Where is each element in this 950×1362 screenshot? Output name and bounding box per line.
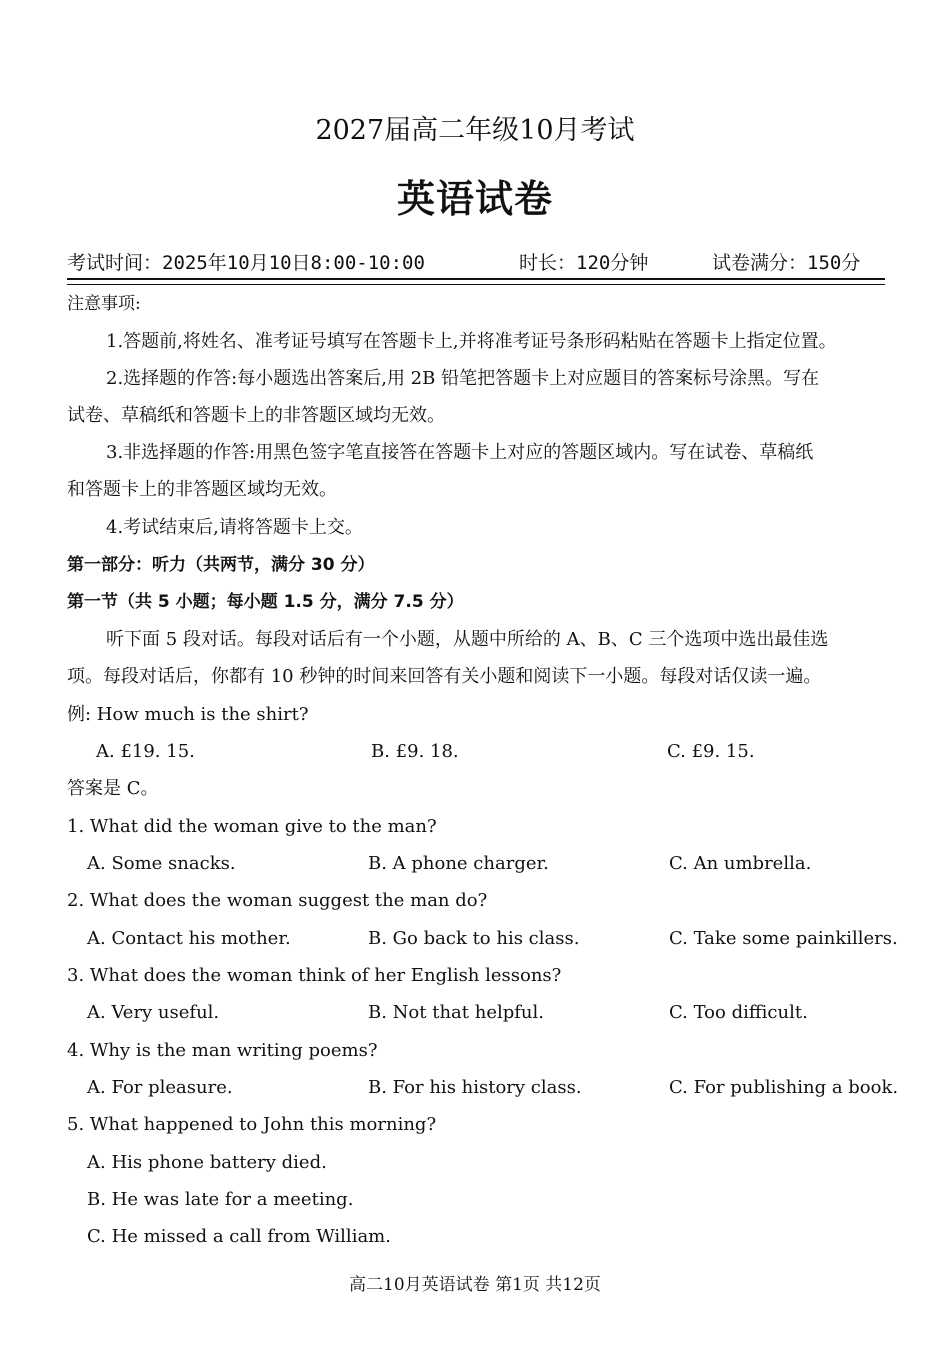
question-4: 4. Why is the man writing poems? [67, 1040, 378, 1061]
section1-heading: 第一节（共 5 小题；每小题 1.5 分，满分 7.5 分） [67, 592, 464, 612]
exam-info-bar [67, 246, 885, 276]
q3-option-a: A. Very useful. [87, 1002, 220, 1023]
note-item-3: 3.非选择题的作答:用黑色签字笔直接答在答题卡上对应的答题区域内。写在试卷、草稿纸 [106, 442, 814, 463]
q2-option-a: A. Contact his mother. [87, 928, 291, 949]
q5-option-a: A. His phone battery died. [87, 1152, 327, 1173]
part1-heading: 第一部分：听力（共两节，满分 30 分） [67, 555, 375, 575]
page-footer: 高二10月英语试卷 第1页 共12页 [349, 1275, 601, 1295]
example-option-c: C. £9. 15. [667, 741, 755, 762]
question-2: 2. What does the woman suggest the man do? [67, 890, 488, 911]
question-3: 3. What does the woman think of her English lessons? [67, 965, 562, 986]
q4-option-c: C. For publishing a book. [669, 1077, 899, 1098]
q3-option-b: B. Not that helpful. [368, 1002, 544, 1023]
question-1: 1. What did the woman give to the man? [67, 816, 437, 837]
exam-duration: 时长：120分钟 [519, 252, 649, 274]
q5-option-c: C. He missed a call from William. [87, 1226, 391, 1247]
note-item-3-cont: 和答题卡上的非答题区域均无效。 [67, 479, 337, 500]
notes-heading: 注意事项: [67, 294, 141, 314]
instructions-line-2: 项。每段对话后，你都有 10 秒钟的时间来回答有关小题和阅读下一小题。每段对话仅读一遍。 [67, 666, 822, 687]
q1-option-b: B. A phone charger. [368, 853, 549, 874]
note-item-2: 2.选择题的作答:每小题选出答案后,用 2B 铅笔把答题卡上对应题目的答案标号涂黑。写在 [106, 368, 820, 389]
subject-title: 英语试卷 [396, 177, 553, 221]
header-rule-thick [67, 278, 885, 280]
q4-option-a: A. For pleasure. [87, 1077, 233, 1098]
q3-option-c: C. Too difficult. [669, 1002, 808, 1023]
example-question: 例: How much is the shirt? [67, 704, 309, 725]
q1-option-c: C. An umbrella. [669, 853, 812, 874]
q4-option-b: B. For his history class. [368, 1077, 582, 1098]
note-item-1: 1.答题前,将姓名、准考证号填写在答题卡上,并将准考证号条形码粘贴在答题卡上指定位置。 [106, 331, 837, 352]
q2-option-b: B. Go back to his class. [368, 928, 580, 949]
full-score: 试卷满分：150分 [712, 252, 861, 274]
q1-option-a: A. Some snacks. [87, 853, 236, 874]
q2-option-c: C. Take some painkillers. [669, 928, 898, 949]
example-option-b: B. £9. 18. [371, 741, 459, 762]
note-item-4: 4.考试结束后,请将答题卡上交。 [106, 517, 363, 538]
example-option-a: A. £19. 15. [96, 741, 195, 762]
instructions-line-1: 听下面 5 段对话。每段对话后有一个小题，从题中所给的 A、B、C 三个选项中选出最佳选 [106, 629, 829, 650]
exam-time: 考试时间：2025年10月10日8:00-10:00 [67, 252, 425, 274]
exam-name: 2027届高二年级10月考试 [315, 115, 635, 146]
note-item-2-cont: 试卷、草稿纸和答题卡上的非答题区域均无效。 [67, 405, 445, 426]
header-rule-thin [67, 284, 885, 285]
q5-option-b: B. He was late for a meeting. [87, 1189, 354, 1210]
example-answer: 答案是 C。 [67, 778, 159, 799]
question-5: 5. What happened to John this morning? [67, 1114, 437, 1135]
